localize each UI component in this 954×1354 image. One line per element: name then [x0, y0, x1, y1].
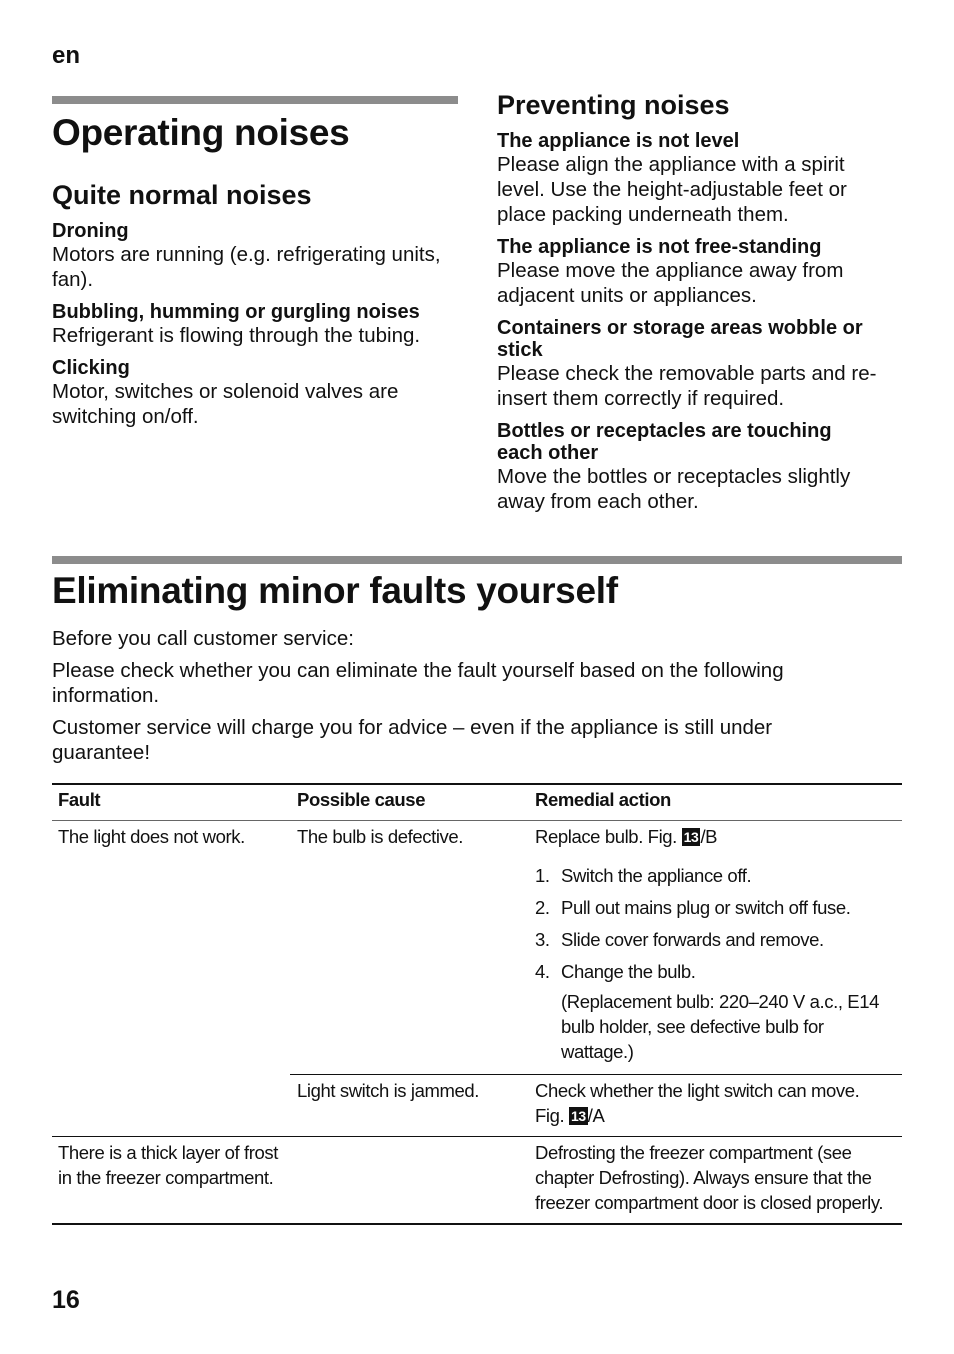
- figure-ref-icon: 13: [683, 829, 699, 845]
- page-number: 16: [52, 1286, 80, 1314]
- quite-normal-heading: Quite normal noises: [52, 180, 312, 210]
- noise-text: Refrigerant is flowing through the tubing.: [52, 324, 421, 347]
- prevent-title: Containers or storage areas wobble or stick: [497, 317, 863, 361]
- faults-intro-1: Before you call customer service:: [52, 627, 354, 650]
- row2-action-line2: [535, 1103, 895, 1128]
- table-top-rule: [52, 783, 902, 785]
- header-remedial-action: Remedial action: [535, 789, 671, 810]
- row2-action-line1: Check whether the light switch can move.: [535, 1080, 860, 1101]
- row2-divider: [52, 1136, 902, 1137]
- noise-text: Motor, switches or solenoid valves are switching on/off.: [52, 380, 399, 428]
- row1-action: [535, 824, 717, 849]
- table-header-rule: [52, 820, 902, 821]
- table-bottom-rule: [52, 1223, 902, 1225]
- prevent-text: Please move the appliance away from adjacent units or appliances.: [497, 259, 844, 307]
- row1-fault: The light does not work.: [58, 826, 245, 847]
- quite-normal-list: [52, 220, 462, 438]
- faults-intro-2: Please check whether you can eliminate the fault yourself based on the following information.: [52, 659, 784, 707]
- noise-title: Clicking: [52, 357, 130, 379]
- prevent-item-free-standing: [497, 236, 897, 308]
- noise-item-bubbling: [52, 301, 462, 348]
- noise-item-droning: [52, 220, 462, 292]
- language-label: en: [52, 42, 81, 69]
- row3-fault: There is a thick layer of frost in the freezer compartment.: [58, 1142, 278, 1188]
- step-number: 3.: [535, 929, 550, 950]
- prevent-text: Please check the removable parts and re-insert them correctly if required.: [497, 362, 877, 410]
- step-item: [535, 959, 895, 991]
- section-rule-faults: [52, 556, 902, 564]
- header-possible-cause: Possible cause: [297, 789, 426, 810]
- step-text: Pull out mains plug or switch off fuse.: [561, 897, 851, 918]
- row1-action-text: Replace bulb. Fig.: [535, 826, 682, 847]
- prevent-text: Move the bottles or receptacles slightly away from each other.: [497, 465, 851, 513]
- row2-cause: Light switch is jammed.: [297, 1080, 480, 1101]
- step-item: [535, 863, 895, 895]
- row1-divider: [290, 1074, 902, 1075]
- step-number: 1.: [535, 865, 550, 886]
- preventing-list: [497, 130, 897, 523]
- row2-action: [535, 1078, 895, 1128]
- header-fault: Fault: [58, 789, 101, 810]
- noise-title: Droning: [52, 220, 129, 242]
- prevent-title: The appliance is not level: [497, 130, 740, 152]
- row1-cause: The bulb is defective.: [297, 826, 464, 847]
- faults-title: Eliminating minor faults yourself: [52, 570, 618, 611]
- prevent-item-level: [497, 130, 897, 227]
- step-item: [535, 927, 895, 959]
- faults-intro-3: Customer service will charge you for advice – even if the appliance is still under guarantee!: [52, 716, 773, 764]
- prevent-item-bottles: [497, 420, 897, 514]
- noise-text: Motors are running (e.g. refrigerating units, fan).: [52, 243, 441, 291]
- row2-action-prefix: Fig.: [535, 1105, 569, 1126]
- prevent-title: The appliance is not free-standing: [497, 236, 822, 258]
- prevent-text: Please align the appliance with a spirit level. Use the height-adjustable feet or place packing underneath them.: [497, 153, 847, 226]
- step-number: 4.: [535, 961, 550, 982]
- noise-title: Bubbling, humming or gurgling noises: [52, 301, 420, 323]
- section-rule-operating: [52, 96, 458, 104]
- step-number: 2.: [535, 897, 550, 918]
- row3-action: Defrosting the freezer compartment (see chapter Defrosting). Always ensure that the freezer compartment door is closed properly.: [535, 1142, 884, 1213]
- noise-item-clicking: [52, 357, 462, 429]
- operating-noises-title: Operating noises: [52, 112, 350, 153]
- step-text: Switch the appliance off.: [561, 865, 752, 886]
- preventing-noises-heading: Preventing noises: [497, 90, 730, 120]
- figure-ref-icon: 13: [570, 1108, 586, 1124]
- row2-action-suffix: /A: [587, 1105, 605, 1126]
- row1-action-suffix: /B: [700, 826, 718, 847]
- row1-steps: [535, 863, 895, 991]
- step-item: [535, 895, 895, 927]
- row1-note: (Replacement bulb: 220–240 V a.c., E14 bulb holder, see defective bulb for wattage.): [561, 991, 880, 1062]
- step-text: Change the bulb.: [561, 961, 696, 982]
- prevent-item-containers: [497, 317, 897, 411]
- step-text: Slide cover forwards and remove.: [561, 929, 824, 950]
- prevent-title: Bottles or receptacles are touching each other: [497, 420, 832, 464]
